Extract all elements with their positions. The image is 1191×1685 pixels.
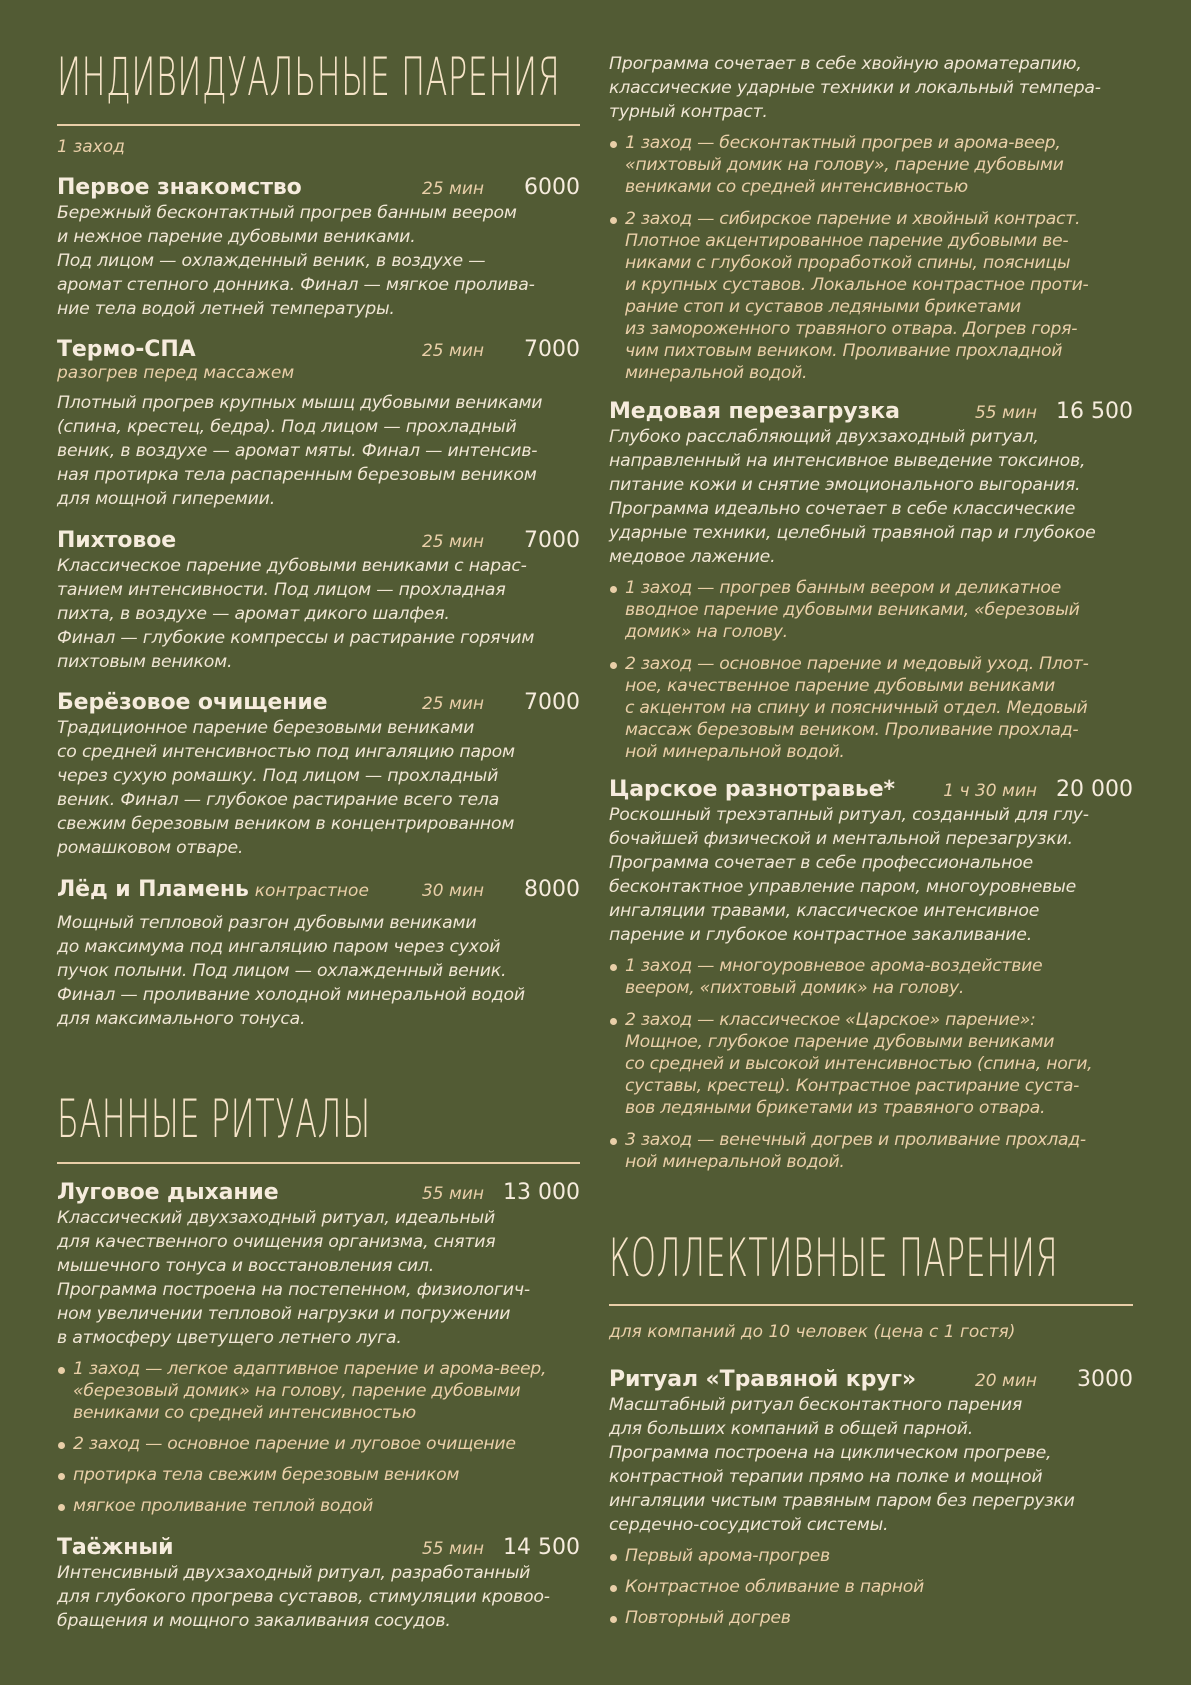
ritual-steps [57, 1358, 580, 1517]
item-price: 6000 [524, 175, 580, 200]
item-description: Роскошный трехэтапный ритуал, созданный для глу- бочайшей физической и ментальной перезагрузки. Программа сочетает в себе профессиональное бесконтактное управление паром, многоуровневые ингаляции травами, классическое интенсивное парение и глубокое контрастное закаливание. [609, 805, 1089, 945]
item-description: Бережный бесконтактный прогрев банным веером и нежное парение дубовыми вениками. Под лицом — охлажденный веник, в воздухе — аромат степного донника. Финал — мягкое пролива- ние тела водой летней температуры. [57, 203, 535, 319]
item-duration: 55 мин [974, 403, 1037, 423]
ritual-honey-reset [609, 399, 1133, 773]
item-price: 14 500 [503, 1535, 580, 1560]
step-item: протирка тела свежим березовым веником [57, 1464, 580, 1486]
ritual-taiga-continued [609, 52, 1133, 394]
item-duration: 25 мин [421, 694, 484, 714]
ritual-steps [609, 132, 1133, 384]
item-price: 7000 [524, 337, 580, 362]
item-description: Масштабный ритуал бесконтактного парения для больших компаний в общей парной. Программа построена на циклическом прогреве, контрастной терапии прямо на полке и мощной ингаляции чистым травяным паром без перегрузки сердечно-сосудистой системы. [609, 1395, 1075, 1535]
item-subtitle: разогрев перед массажем [57, 363, 295, 383]
section-title-rituals: БАННЫЕ РИТУАЛЫ [57, 1089, 371, 1150]
step-item: 1 заход — прогрев банным веером и деликатное вводное парение дубовыми вениками, «березовый домик» на голову. [609, 577, 1133, 643]
ritual-steps [609, 1545, 1133, 1629]
ritual-herbal-circle [609, 1367, 1133, 1638]
menu-item-birch-cleansing [57, 690, 580, 860]
ritual-steps [609, 955, 1133, 1173]
item-name: Первое знакомство [57, 175, 302, 200]
item-price: 7000 [524, 528, 580, 553]
section-title-individual: ИНДИВИДУАЛЬНЫЕ ПАРЕНИЯ [57, 47, 561, 108]
collective-section-header [609, 1227, 1133, 1289]
item-description: Классический двухзаходный ритуал, идеальный для качественного очищения организма, снятия мышечного тонуса и восстановления сил. Программа построена на постепенном, физиологич- ном увеличении тепловой нагрузки и погружении в атмосферу цветущего летнего луга. [57, 1208, 530, 1348]
step-item: Контрастное обливание в парной [609, 1576, 1133, 1598]
item-price: 7000 [524, 690, 580, 715]
item-price: 3000 [1077, 1367, 1133, 1392]
item-name: Луговое дыхание [57, 1180, 279, 1205]
item-duration: 55 мин [421, 1539, 484, 1559]
item-description: Программа сочетает в себе хвойную ароматерапию, классические ударные техники и локальный темпера- турный контраст. [609, 54, 1101, 122]
item-name: Пихтовое [57, 528, 177, 553]
step-item: 2 заход — основное парение и луговое очищение [57, 1433, 580, 1455]
step-item: 2 заход — основное парение и медовый уход. Плот- ное, качественное парение дубовыми вениками с акцентом на спину и поясничный отдел. Медовый массаж березовым веником. Проливание прохлад- ной минеральной водой. [609, 653, 1133, 763]
section-divider [609, 1304, 1133, 1306]
menu-item-fir [57, 528, 580, 674]
item-duration: 25 мин [421, 341, 484, 361]
item-name: Термо-СПА [57, 337, 196, 362]
item-name: Берёзовое очищение [57, 690, 328, 715]
item-name: Таёжный [57, 1535, 174, 1560]
item-duration: 1 ч 30 мин [943, 781, 1037, 801]
item-name: Медовая перезагрузка [609, 399, 900, 424]
item-duration: 25 мин [421, 179, 484, 199]
step-item: Повторный догрев [609, 1607, 1133, 1629]
menu-item-thermo-spa [57, 337, 580, 511]
visits-note: 1 заход [57, 137, 125, 157]
section-divider [57, 1162, 580, 1164]
item-duration: 30 мин [421, 881, 484, 901]
item-description: Интенсивный двухзаходный ритуал, разработанный для глубокого прогрева суставов, стимуляции кровоо- бращения и мощного закаливания сосудов. [57, 1563, 550, 1631]
section-divider [57, 124, 580, 126]
item-duration: 55 мин [421, 1184, 484, 1204]
item-description: Традиционное парение березовыми вениками со средней интенсивностью под ингаляцию паром через сухую ромашку. Под лицом — прохладный веник. Финал — глубокое растирание всего тела свежим березовым веником в концентрированном ромашковом отваре. [57, 718, 515, 858]
individual-section-header [57, 46, 580, 108]
section-title-collective: КОЛЛЕКТИВНЫЕ ПАРЕНИЯ [609, 1228, 1059, 1289]
item-duration: 25 мин [421, 532, 484, 552]
item-description: Глубоко расслабляющий двухзаходный ритуал, направленный на интенсивное выведение токсинов, питание кожи и снятие эмоционального выгорания. Программа идеально сочетает в себе классические ударные техники, целебный травяной пар и глубокое медовое лажение. [609, 427, 1096, 567]
collective-note: для компаний до 10 человек (цена с 1 гостя) [609, 1322, 1016, 1342]
step-item: мягкое проливание теплой водой [57, 1495, 580, 1517]
item-description: Мощный тепловой разгон дубовыми вениками до максимума под ингаляцию паром через сухой пучок полыни. Под лицом — охлажденный веник. Финал — проливание холодной минеральной водой для максимального тонуса. [57, 913, 525, 1029]
step-item: 2 заход — сибирское парение и хвойный контраст. Плотное акцентированное парение дубовыми ве- никами с глубокой проработкой спины, поясницы и крупных суставов. Локальное контрастное проти- рание стоп и суставов ледяными брикетами из замороженного травяного отвара. Догрев горя- чим пихтовым веником. Проливание прохладной минеральной водой. [609, 208, 1133, 384]
step-item: 1 заход — многоуровневое арома-воздействие веером, «пихтовый домик» на голову. [609, 955, 1133, 999]
menu-item-ice-and-flame [57, 877, 580, 1031]
item-name: Царское разнотравье* [609, 777, 895, 802]
item-price: 20 000 [1056, 777, 1133, 802]
item-price: 16 500 [1056, 399, 1133, 424]
step-item: 1 заход — легкое адаптивное парение и арома-веер, «березовый домик» на голову, парение дубовыми вениками со средней интенсивностью [57, 1358, 580, 1424]
ritual-meadow-breath [57, 1180, 580, 1526]
ritual-tsar-herbs [609, 777, 1133, 1183]
item-name: Ритуал «Травяной круг» [609, 1367, 917, 1392]
item-price: 8000 [524, 877, 580, 902]
step-item: Первый арома-прогрев [609, 1545, 1133, 1567]
rituals-section-header [57, 1088, 580, 1150]
item-description: Классическое парение дубовыми вениками с нарас- танием интенсивности. Под лицом — прохладная пихта, в воздухе — аромат дикого шалфея. Финал — глубокие компрессы и растирание горячим пихтовым веником. [57, 556, 535, 672]
step-item: 2 заход — классическое «Царское» парение»: Мощное, глубокое парение дубовыми вениками со средней и высокой интенсивностью (спина, ноги, суставы, крестец). Контрастное растирание суста- вов ледяными брикетами из травяного отвара. [609, 1009, 1133, 1119]
ritual-steps [609, 577, 1133, 763]
step-item: 1 заход — бесконтактный прогрев и арома-веер, «пихтовый домик на голову», парение дубовыми вениками со средней интенсивностью [609, 132, 1133, 198]
item-price: 13 000 [503, 1180, 580, 1205]
item-description: Плотный прогрев крупных мышц дубовыми вениками (спина, крестец, бедра). Под лицом — прохладный веник, в воздухе — аромат мяты. Финал — интенсив- ная протирка тела распаренным березовым веником для мощной гиперемии. [57, 393, 543, 509]
step-item: 3 заход — венечный догрев и проливание прохлад- ной минеральной водой. [609, 1129, 1133, 1173]
item-tag: контрастное [254, 881, 369, 901]
ritual-taiga [57, 1535, 580, 1633]
item-name: Лёд и Пламень [57, 877, 249, 902]
menu-item-first-acquaintance [57, 175, 580, 321]
item-duration: 20 мин [974, 1371, 1037, 1391]
